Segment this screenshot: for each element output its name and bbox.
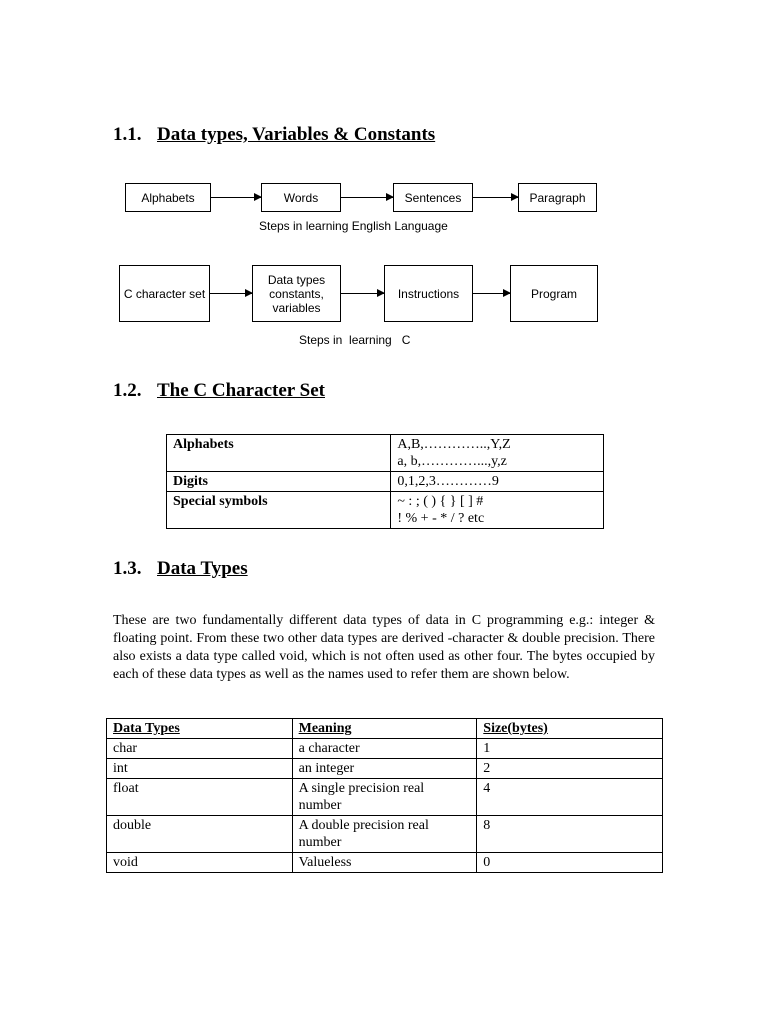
arrow bbox=[473, 197, 518, 198]
table-row bbox=[167, 472, 604, 492]
value-line: 0,1,2,3…………9 bbox=[397, 474, 499, 489]
section-title: Data types, Variables & Constants bbox=[157, 124, 436, 145]
charset-label: Alphabets bbox=[167, 435, 391, 472]
charset-value bbox=[391, 435, 604, 472]
column-header: Size(bytes) bbox=[477, 719, 663, 739]
table-cell: an integer bbox=[292, 759, 477, 779]
table-cell: float bbox=[107, 779, 293, 816]
value-line: a, b,…………...,y,z bbox=[397, 454, 507, 469]
table-cell: 8 bbox=[477, 816, 663, 853]
table-cell: 2 bbox=[477, 759, 663, 779]
value-line: ! % + - * / ? etc bbox=[397, 511, 485, 526]
section-title: Data Types bbox=[157, 558, 248, 579]
arrow bbox=[210, 293, 252, 294]
data-types-paragraph: These are two fundamentally different data types of data in C programming e.g.: integer & floating point. From these two other data types are derived -character & double precision. There also exists a data type called void, which is not often used as other four. The bytes occupied by each of these data types as well as the names used to refer them are shown below. bbox=[113, 613, 655, 682]
table-row bbox=[167, 492, 604, 529]
table-cell: Valueless bbox=[292, 853, 477, 873]
charset-value bbox=[391, 492, 604, 529]
table-row bbox=[107, 779, 663, 816]
diagram-box-data-types: Data types constants, variables bbox=[252, 265, 341, 322]
table-row bbox=[167, 435, 604, 472]
section-title: The C Character Set bbox=[157, 380, 325, 401]
table-header-row bbox=[107, 719, 663, 739]
character-set-table bbox=[166, 434, 604, 529]
arrow bbox=[341, 197, 393, 198]
table-cell: 0 bbox=[477, 853, 663, 873]
column-header: Data Types bbox=[107, 719, 293, 739]
diagram-caption: Steps in learning English Language bbox=[259, 219, 448, 233]
data-types-table bbox=[106, 718, 663, 873]
arrow bbox=[341, 293, 384, 294]
diagram-box-alphabets: Alphabets bbox=[125, 183, 211, 212]
diagram-box-program: Program bbox=[510, 265, 598, 322]
table-row bbox=[107, 759, 663, 779]
table-row bbox=[107, 853, 663, 873]
table-cell: void bbox=[107, 853, 293, 873]
diagram-box-words: Words bbox=[261, 183, 341, 212]
table-cell: A single precision real number bbox=[292, 779, 477, 816]
table-cell: A double precision real number bbox=[292, 816, 477, 853]
table-cell: a character bbox=[292, 739, 477, 759]
diagram-box-sentences: Sentences bbox=[393, 183, 473, 212]
table-cell: char bbox=[107, 739, 293, 759]
table-cell: double bbox=[107, 816, 293, 853]
arrow bbox=[473, 293, 510, 294]
section-heading-1-2 bbox=[113, 380, 325, 402]
section-number: 1.1. bbox=[113, 124, 142, 145]
table-row bbox=[107, 739, 663, 759]
table-row bbox=[107, 816, 663, 853]
section-heading-1-1 bbox=[113, 124, 435, 146]
charset-label: Digits bbox=[167, 472, 391, 492]
section-number: 1.3. bbox=[113, 558, 142, 579]
diagram-box-paragraph: Paragraph bbox=[518, 183, 597, 212]
section-number: 1.2. bbox=[113, 380, 142, 401]
diagram-caption: Steps in learning C bbox=[299, 333, 411, 347]
table-cell: 1 bbox=[477, 739, 663, 759]
diagram-box-instructions: Instructions bbox=[384, 265, 473, 322]
table-cell: 4 bbox=[477, 779, 663, 816]
column-header: Meaning bbox=[292, 719, 477, 739]
charset-label: Special symbols bbox=[167, 492, 391, 529]
section-heading-1-3 bbox=[113, 558, 248, 580]
diagram-box-c-character-set: C character set bbox=[119, 265, 210, 322]
table-cell: int bbox=[107, 759, 293, 779]
charset-value bbox=[391, 472, 604, 492]
value-line: ~ : ; ( ) { } [ ] # bbox=[397, 494, 484, 509]
value-line: A,B,…………..,Y,Z bbox=[397, 437, 511, 452]
arrow bbox=[211, 197, 261, 198]
